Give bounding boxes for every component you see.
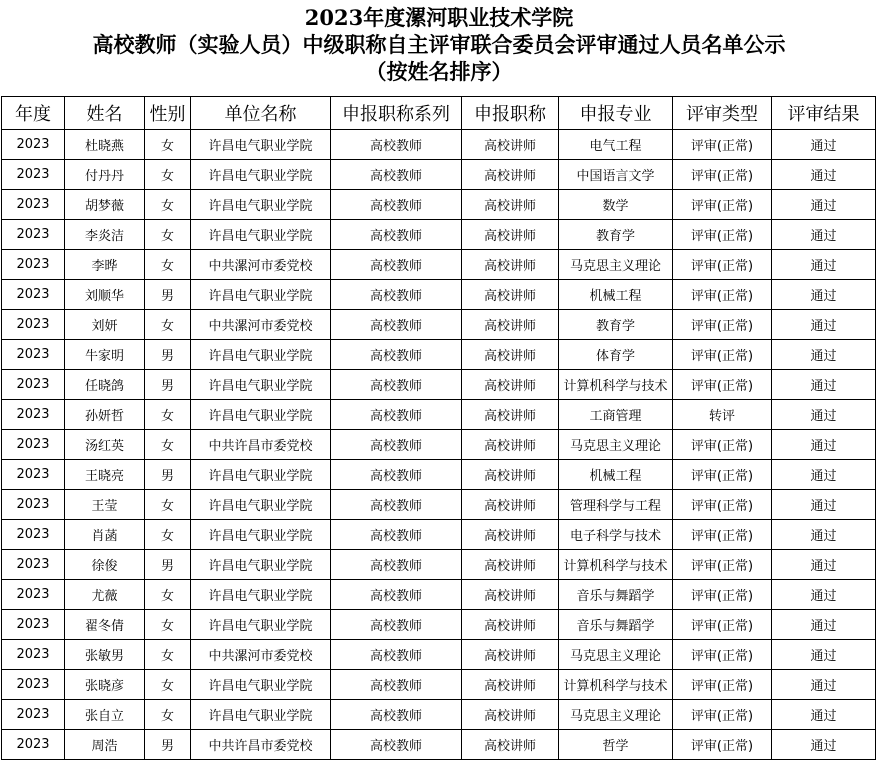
cell-review-result: 通过 [772,190,876,220]
cell-major: 计算机科学与技术 [559,670,673,700]
cell-name: 任晓鸽 [65,370,145,400]
cell-title: 高校讲师 [462,730,559,760]
table-body [2,130,876,760]
cell-year: 2023 [2,670,65,700]
cell-gender: 女 [145,700,191,730]
cell-title-series: 高校教师 [331,640,462,670]
table-row [2,640,876,670]
cell-gender: 女 [145,430,191,460]
header-review-type: 评审类型 [673,97,772,130]
cell-title-series: 高校教师 [331,400,462,430]
cell-year: 2023 [2,130,65,160]
cell-review-result: 通过 [772,430,876,460]
cell-title: 高校讲师 [462,220,559,250]
cell-unit: 中共许昌市委党校 [191,730,331,760]
cell-year: 2023 [2,310,65,340]
table-row [2,580,876,610]
cell-name: 刘妍 [65,310,145,340]
cell-major: 马克思主义理论 [559,250,673,280]
cell-major: 教育学 [559,220,673,250]
cell-name: 翟冬倩 [65,610,145,640]
cell-unit: 中共许昌市委党校 [191,430,331,460]
cell-major: 机械工程 [559,460,673,490]
table-row [2,670,876,700]
cell-unit: 许昌电气职业学院 [191,280,331,310]
cell-title-series: 高校教师 [331,490,462,520]
cell-review-type: 评审(正常) [673,730,772,760]
cell-review-result: 通过 [772,700,876,730]
cell-review-result: 通过 [772,250,876,280]
cell-gender: 女 [145,490,191,520]
cell-title-series: 高校教师 [331,610,462,640]
cell-name: 李炎洁 [65,220,145,250]
cell-title: 高校讲师 [462,610,559,640]
cell-year: 2023 [2,370,65,400]
cell-gender: 男 [145,370,191,400]
cell-unit: 许昌电气职业学院 [191,400,331,430]
cell-gender: 女 [145,130,191,160]
table-row [2,130,876,160]
cell-major: 工商管理 [559,400,673,430]
cell-title: 高校讲师 [462,640,559,670]
cell-title: 高校讲师 [462,670,559,700]
cell-title: 高校讲师 [462,340,559,370]
cell-title: 高校讲师 [462,250,559,280]
cell-unit: 中共漯河市委党校 [191,310,331,340]
cell-review-result: 通过 [772,640,876,670]
cell-title-series: 高校教师 [331,310,462,340]
cell-gender: 女 [145,400,191,430]
cell-name: 张晓彦 [65,670,145,700]
cell-name: 孙妍哲 [65,400,145,430]
cell-title: 高校讲师 [462,700,559,730]
cell-title-series: 高校教师 [331,700,462,730]
table-row [2,190,876,220]
cell-name: 尤薇 [65,580,145,610]
cell-unit: 许昌电气职业学院 [191,340,331,370]
table-row [2,490,876,520]
cell-major: 体育学 [559,340,673,370]
cell-name: 牛家明 [65,340,145,370]
cell-title-series: 高校教师 [331,550,462,580]
cell-gender: 女 [145,190,191,220]
cell-review-result: 通过 [772,490,876,520]
cell-gender: 女 [145,250,191,280]
title-line-3: （按姓名排序） [365,59,513,84]
cell-major: 马克思主义理论 [559,700,673,730]
cell-name: 徐俊 [65,550,145,580]
cell-year: 2023 [2,190,65,220]
cell-major: 音乐与舞蹈学 [559,610,673,640]
cell-title: 高校讲师 [462,130,559,160]
cell-title: 高校讲师 [462,490,559,520]
cell-title-series: 高校教师 [331,430,462,460]
cell-title-series: 高校教师 [331,190,462,220]
cell-title-series: 高校教师 [331,670,462,700]
cell-review-result: 通过 [772,220,876,250]
cell-unit: 中共漯河市委党校 [191,640,331,670]
cell-title: 高校讲师 [462,280,559,310]
cell-review-type: 评审(正常) [673,220,772,250]
cell-review-type: 评审(正常) [673,310,772,340]
cell-year: 2023 [2,580,65,610]
cell-year: 2023 [2,280,65,310]
cell-review-type: 评审(正常) [673,670,772,700]
header-name: 姓名 [65,97,145,130]
cell-gender: 女 [145,610,191,640]
cell-gender: 女 [145,580,191,610]
cell-unit: 中共漯河市委党校 [191,250,331,280]
cell-title-series: 高校教师 [331,340,462,370]
cell-unit: 许昌电气职业学院 [191,370,331,400]
cell-gender: 女 [145,640,191,670]
cell-major: 马克思主义理论 [559,640,673,670]
cell-major: 哲学 [559,730,673,760]
cell-year: 2023 [2,460,65,490]
cell-review-result: 通过 [772,550,876,580]
cell-review-result: 通过 [772,730,876,760]
cell-review-result: 通过 [772,400,876,430]
document-title [0,0,878,96]
cell-name: 汤红英 [65,430,145,460]
cell-year: 2023 [2,220,65,250]
cell-name: 胡梦薇 [65,190,145,220]
cell-gender: 男 [145,340,191,370]
header-unit: 单位名称 [191,97,331,130]
cell-year: 2023 [2,700,65,730]
cell-unit: 许昌电气职业学院 [191,190,331,220]
cell-title: 高校讲师 [462,160,559,190]
cell-gender: 女 [145,670,191,700]
cell-year: 2023 [2,640,65,670]
table-row [2,520,876,550]
results-table [1,96,876,760]
cell-gender: 男 [145,280,191,310]
cell-gender: 男 [145,730,191,760]
cell-gender: 女 [145,520,191,550]
cell-name: 王晓亮 [65,460,145,490]
table-header-row [2,97,876,130]
cell-unit: 许昌电气职业学院 [191,550,331,580]
cell-title: 高校讲师 [462,580,559,610]
cell-unit: 许昌电气职业学院 [191,670,331,700]
cell-review-result: 通过 [772,160,876,190]
cell-gender: 女 [145,220,191,250]
cell-title: 高校讲师 [462,460,559,490]
cell-major: 中国语言文学 [559,160,673,190]
table-row [2,220,876,250]
cell-review-type: 评审(正常) [673,130,772,160]
table-row [2,340,876,370]
cell-name: 刘顺华 [65,280,145,310]
cell-title-series: 高校教师 [331,280,462,310]
cell-major: 管理科学与工程 [559,490,673,520]
cell-unit: 许昌电气职业学院 [191,220,331,250]
cell-year: 2023 [2,160,65,190]
cell-title-series: 高校教师 [331,580,462,610]
cell-review-type: 评审(正常) [673,340,772,370]
cell-name: 肖菡 [65,520,145,550]
cell-unit: 许昌电气职业学院 [191,580,331,610]
cell-unit: 许昌电气职业学院 [191,700,331,730]
cell-major: 计算机科学与技术 [559,370,673,400]
cell-review-result: 通过 [772,280,876,310]
cell-title-series: 高校教师 [331,160,462,190]
cell-title: 高校讲师 [462,310,559,340]
cell-year: 2023 [2,430,65,460]
title-line-2: 高校教师（实验人员）中级职称自主评审联合委员会评审通过人员名单公示 [92,32,786,57]
cell-major: 音乐与舞蹈学 [559,580,673,610]
cell-gender: 女 [145,160,191,190]
cell-review-result: 通过 [772,340,876,370]
cell-major: 机械工程 [559,280,673,310]
cell-review-type: 转评 [673,400,772,430]
cell-major: 教育学 [559,310,673,340]
cell-name: 王莹 [65,490,145,520]
cell-title: 高校讲师 [462,370,559,400]
header-title-series: 申报职称系列 [331,97,462,130]
cell-major: 马克思主义理论 [559,430,673,460]
cell-review-type: 评审(正常) [673,250,772,280]
cell-review-result: 通过 [772,610,876,640]
table-row [2,310,876,340]
cell-name: 张自立 [65,700,145,730]
cell-review-type: 评审(正常) [673,490,772,520]
cell-title-series: 高校教师 [331,520,462,550]
cell-name: 周浩 [65,730,145,760]
table-row [2,160,876,190]
cell-title: 高校讲师 [462,550,559,580]
cell-review-type: 评审(正常) [673,190,772,220]
header-major: 申报专业 [559,97,673,130]
cell-title-series: 高校教师 [331,460,462,490]
header-gender: 性别 [145,97,191,130]
cell-year: 2023 [2,490,65,520]
cell-review-type: 评审(正常) [673,520,772,550]
table-row [2,610,876,640]
cell-major: 计算机科学与技术 [559,550,673,580]
title-line-1: 2023年度漯河职业技术学院 [304,5,574,30]
table-row [2,370,876,400]
cell-title-series: 高校教师 [331,130,462,160]
cell-title: 高校讲师 [462,400,559,430]
cell-review-result: 通过 [772,580,876,610]
table-row [2,700,876,730]
cell-unit: 许昌电气职业学院 [191,490,331,520]
cell-review-type: 评审(正常) [673,460,772,490]
cell-title: 高校讲师 [462,520,559,550]
cell-major: 数学 [559,190,673,220]
table-row [2,730,876,760]
cell-review-result: 通过 [772,520,876,550]
cell-year: 2023 [2,520,65,550]
cell-major: 电气工程 [559,130,673,160]
cell-review-type: 评审(正常) [673,610,772,640]
cell-title-series: 高校教师 [331,370,462,400]
cell-year: 2023 [2,250,65,280]
cell-year: 2023 [2,400,65,430]
header-year: 年度 [2,97,65,130]
cell-name: 李晔 [65,250,145,280]
table-row [2,280,876,310]
cell-review-result: 通过 [772,130,876,160]
cell-major: 电子科学与技术 [559,520,673,550]
cell-gender: 男 [145,550,191,580]
table-row [2,550,876,580]
cell-year: 2023 [2,340,65,370]
cell-year: 2023 [2,550,65,580]
cell-review-type: 评审(正常) [673,280,772,310]
cell-unit: 许昌电气职业学院 [191,610,331,640]
cell-review-type: 评审(正常) [673,370,772,400]
cell-review-type: 评审(正常) [673,550,772,580]
cell-title-series: 高校教师 [331,250,462,280]
cell-review-result: 通过 [772,310,876,340]
cell-review-type: 评审(正常) [673,640,772,670]
header-review-result: 评审结果 [772,97,876,130]
cell-review-type: 评审(正常) [673,430,772,460]
table-row [2,460,876,490]
cell-review-result: 通过 [772,460,876,490]
header-title: 申报职称 [462,97,559,130]
cell-unit: 许昌电气职业学院 [191,160,331,190]
cell-gender: 男 [145,460,191,490]
cell-title-series: 高校教师 [331,220,462,250]
cell-review-type: 评审(正常) [673,160,772,190]
cell-title: 高校讲师 [462,190,559,220]
cell-name: 张敏男 [65,640,145,670]
cell-review-result: 通过 [772,670,876,700]
cell-year: 2023 [2,730,65,760]
cell-title-series: 高校教师 [331,730,462,760]
cell-unit: 许昌电气职业学院 [191,460,331,490]
table-row [2,430,876,460]
cell-unit: 许昌电气职业学院 [191,520,331,550]
cell-name: 付丹丹 [65,160,145,190]
cell-year: 2023 [2,610,65,640]
cell-review-type: 评审(正常) [673,700,772,730]
cell-title: 高校讲师 [462,430,559,460]
cell-review-type: 评审(正常) [673,580,772,610]
cell-review-result: 通过 [772,370,876,400]
cell-unit: 许昌电气职业学院 [191,130,331,160]
table-row [2,400,876,430]
cell-name: 杜晓燕 [65,130,145,160]
cell-gender: 女 [145,310,191,340]
table-row [2,250,876,280]
